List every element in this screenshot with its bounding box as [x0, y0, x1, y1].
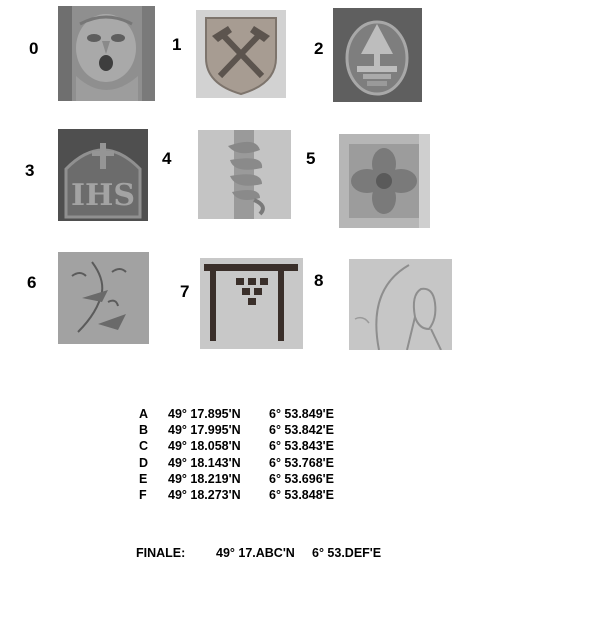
coordinate-lat: 49° 18.143'N: [168, 455, 241, 470]
photo-number-1: 1: [172, 35, 182, 54]
photo-ihs-monogram: [58, 129, 148, 221]
photo-tower-emblem: [333, 8, 422, 102]
photo-bound-column: [198, 130, 291, 219]
coordinate-key: E: [139, 471, 148, 486]
photo-number-4: 4: [162, 149, 172, 168]
coordinate-key: A: [139, 407, 149, 421]
ihs-monogram-text: IHS: [70, 178, 136, 213]
coordinate-key: C: [139, 439, 149, 454]
photo-number-2: 2: [314, 39, 324, 58]
coordinate-key: B: [139, 423, 149, 438]
photo-number-0: 0: [29, 39, 39, 58]
photo-flower: [339, 134, 430, 228]
coordinate-lon: 6° 53.849'E: [269, 407, 334, 421]
coordinate-lat: 49° 18.058'N: [168, 439, 241, 454]
coordinate-key: F: [139, 487, 147, 502]
photo-gallows-sign: [200, 258, 303, 349]
coordinate-lon: 6° 53.696'E: [269, 471, 334, 486]
photo-number-7: 7: [180, 282, 190, 301]
coordinate-lon: 6° 53.768'E: [269, 455, 334, 470]
coordinate-lat: 49° 18.273'N: [168, 487, 241, 502]
photo-hooded-figure: [349, 259, 452, 350]
photo-number-3: 3: [25, 161, 35, 180]
finale-label: FINALE:: [136, 546, 186, 560]
photo-number-8: 8: [314, 271, 324, 290]
finale-lat: 49° 17.ABC'N: [216, 546, 295, 560]
coordinate-lat: 49° 18.219'N: [168, 471, 241, 486]
photo-doves: [58, 252, 149, 344]
finale-lon: 6° 53.DEF'E: [312, 546, 382, 560]
photo-number-6: 6: [27, 273, 37, 292]
coordinate-key: D: [139, 455, 149, 470]
coordinate-lon: 6° 53.848'E: [269, 487, 334, 502]
photo-number-5: 5: [306, 149, 316, 168]
coordinate-lat: 49° 17.895'N: [168, 407, 241, 421]
coordinate-lon: 6° 53.842'E: [269, 423, 334, 438]
coordinate-lon: 6° 53.843'E: [269, 439, 334, 454]
photo-hammer-shield: [196, 10, 286, 98]
coordinate-lat: 49° 17.995'N: [168, 423, 241, 438]
photo-gargoyle: [58, 6, 155, 101]
